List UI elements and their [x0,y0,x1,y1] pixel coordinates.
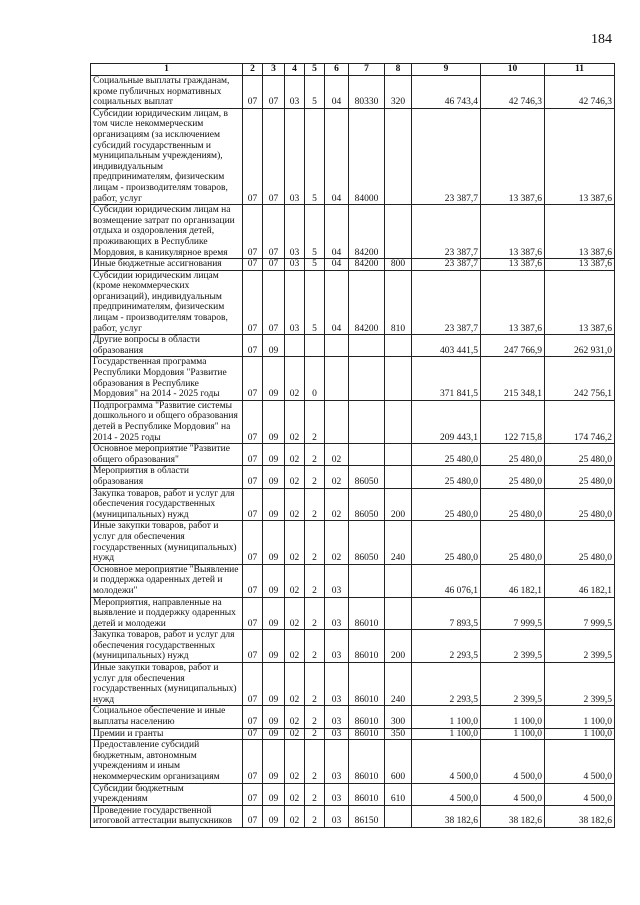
amount-col-11: 25 480,0 [545,488,615,521]
program-code: 02 [285,663,305,706]
column-header-9: 9 [412,64,481,76]
subprogram-code: 5 [305,270,325,335]
program-code: 03 [285,259,305,271]
amount-col-11: 25 480,0 [545,466,615,488]
amount-col-11: 242 756,1 [545,357,615,400]
section-code: 07 [243,740,263,783]
row-name: Проведение государственной итоговой аттестации выпускников [91,805,243,827]
activity-code [325,335,349,357]
section-code: 07 [243,400,263,443]
program-code: 02 [285,564,305,597]
amount-col-10: 13 387,6 [481,108,545,204]
table-row [91,740,615,783]
subprogram-code: 2 [305,630,325,663]
expense-type-code: 320 [385,76,412,109]
amount-col-10: 46 182,1 [481,564,545,597]
table-row [91,706,615,728]
amount-col-10: 25 480,0 [481,466,545,488]
amount-col-9: 209 443,1 [412,400,481,443]
amount-col-11: 174 746,2 [545,400,615,443]
activity-code: 02 [325,466,349,488]
program-code: 03 [285,108,305,204]
section-code: 07 [243,805,263,827]
activity-code: 03 [325,740,349,783]
expense-type-code [385,444,412,466]
activity-code: 03 [325,706,349,728]
section-code: 07 [243,728,263,740]
column-header-6: 6 [325,64,349,76]
amount-col-9: 2 293,5 [412,630,481,663]
column-header-7: 7 [349,64,385,76]
expense-type-code [385,466,412,488]
subprogram-code: 5 [305,108,325,204]
amount-col-11: 13 387,6 [545,108,615,204]
subprogram-code: 2 [305,805,325,827]
table-row [91,521,615,564]
row-name: Основное мероприятие "Развитие общего образования" [91,444,243,466]
subprogram-code: 2 [305,740,325,783]
row-name: Предоставление субсидий бюджетным, автономным учреждениям и иным некоммерческим организациям [91,740,243,783]
subsection-code: 09 [263,444,285,466]
row-name: Мероприятия, направленные на выявление и поддержку одаренных детей и молодежи [91,597,243,630]
subprogram-code: 2 [305,444,325,466]
program-code: 02 [285,357,305,400]
table-row [91,728,615,740]
expense-type-code: 600 [385,740,412,783]
amount-col-9: 4 500,0 [412,783,481,805]
section-code: 07 [243,597,263,630]
table-row [91,270,615,335]
amount-col-11: 13 387,6 [545,270,615,335]
activity-code: 04 [325,205,349,259]
program-code: 02 [285,521,305,564]
activity-code: 03 [325,597,349,630]
subsection-code: 09 [263,783,285,805]
activity-code: 04 [325,270,349,335]
expense-type-code [385,597,412,630]
activity-code: 03 [325,805,349,827]
subsection-code: 07 [263,76,285,109]
table-header [91,64,615,76]
amount-col-9: 23 387,7 [412,259,481,271]
table-row [91,259,615,271]
program-code: 02 [285,783,305,805]
program-code: 02 [285,728,305,740]
amount-col-9: 46 076,1 [412,564,481,597]
program-code: 02 [285,400,305,443]
table-row [91,564,615,597]
table-row [91,205,615,259]
subprogram-code: 5 [305,76,325,109]
expense-type-code: 810 [385,270,412,335]
direction-code: 86050 [349,466,385,488]
expense-type-code: 240 [385,521,412,564]
column-header-11: 11 [545,64,615,76]
subsection-code: 09 [263,663,285,706]
direction-code: 86010 [349,630,385,663]
table-row [91,663,615,706]
direction-code: 84200 [349,205,385,259]
amount-col-10: 13 387,6 [481,270,545,335]
page-number: 184 [591,32,612,47]
direction-code: 86050 [349,521,385,564]
direction-code [349,335,385,357]
direction-code: 86010 [349,783,385,805]
section-code: 07 [243,564,263,597]
direction-code: 84200 [349,270,385,335]
table-body [91,76,615,828]
amount-col-9: 23 387,7 [412,108,481,204]
amount-col-9: 25 480,0 [412,521,481,564]
subsection-code: 07 [263,205,285,259]
row-name: Закупка товаров, работ и услуг для обеспечения государственных (муниципальных) нужд [91,488,243,521]
expense-type-code: 200 [385,488,412,521]
section-code: 07 [243,357,263,400]
activity-code: 03 [325,630,349,663]
table-row [91,597,615,630]
amount-col-9: 25 480,0 [412,466,481,488]
amount-col-10: 13 387,6 [481,259,545,271]
program-code: 02 [285,740,305,783]
header-row [91,64,615,76]
amount-col-9: 25 480,0 [412,488,481,521]
subprogram-code: 5 [305,205,325,259]
subsection-code: 09 [263,597,285,630]
amount-col-10: 25 480,0 [481,488,545,521]
expense-type-code: 350 [385,728,412,740]
row-name: Закупка товаров, работ и услуг для обеспечения государственных (муниципальных) нужд [91,630,243,663]
expense-type-code: 610 [385,783,412,805]
amount-col-11: 13 387,6 [545,259,615,271]
table-row [91,108,615,204]
amount-col-10: 25 480,0 [481,521,545,564]
section-code: 07 [243,444,263,466]
section-code: 07 [243,488,263,521]
column-header-4: 4 [285,64,305,76]
amount-col-10: 38 182,6 [481,805,545,827]
amount-col-10: 1 100,0 [481,728,545,740]
program-code: 02 [285,706,305,728]
column-header-3: 3 [263,64,285,76]
subsection-code: 09 [263,400,285,443]
amount-col-10: 25 480,0 [481,444,545,466]
subsection-code: 09 [263,740,285,783]
amount-col-9: 1 100,0 [412,706,481,728]
subprogram-code: 2 [305,663,325,706]
column-header-10: 10 [481,64,545,76]
row-name: Социальные выплаты гражданам, кроме публичных нормативных социальных выплат [91,76,243,109]
subprogram-code: 2 [305,400,325,443]
amount-col-11: 262 931,0 [545,335,615,357]
subprogram-code: 2 [305,728,325,740]
amount-col-10: 215 348,1 [481,357,545,400]
table-row [91,357,615,400]
expense-type-code: 300 [385,706,412,728]
amount-col-10: 1 100,0 [481,706,545,728]
row-name: Основное мероприятие "Выявление и поддержка одаренных детей и молодежи" [91,564,243,597]
subprogram-code: 0 [305,357,325,400]
amount-col-9: 1 100,0 [412,728,481,740]
subsection-code: 09 [263,521,285,564]
table-row [91,466,615,488]
activity-code: 04 [325,76,349,109]
subprogram-code: 2 [305,466,325,488]
row-name: Иные закупки товаров, работ и услуг для обеспечения государственных (муниципальных) нужд [91,521,243,564]
table-row [91,400,615,443]
subsection-code: 09 [263,488,285,521]
program-code [285,335,305,357]
subsection-code: 09 [263,335,285,357]
activity-code [325,400,349,443]
amount-col-11: 4 500,0 [545,740,615,783]
amount-col-9: 25 480,0 [412,444,481,466]
subsection-code: 09 [263,728,285,740]
amount-col-11: 25 480,0 [545,444,615,466]
direction-code: 86010 [349,597,385,630]
row-name: Субсидии юридическим лицам на возмещение затрат по организации отдыха и оздоровления детей, проживающих в Республике Мордовия, в каникулярное время [91,205,243,259]
table-row [91,335,615,357]
section-code: 07 [243,630,263,663]
direction-code: 86010 [349,706,385,728]
amount-col-11: 25 480,0 [545,521,615,564]
subprogram-code: 2 [305,783,325,805]
direction-code [349,357,385,400]
activity-code: 03 [325,663,349,706]
row-name: Иные бюджетные ассигнования [91,259,243,271]
amount-col-9: 2 293,5 [412,663,481,706]
amount-col-10: 4 500,0 [481,783,545,805]
expense-type-code [385,108,412,204]
amount-col-9: 23 387,7 [412,205,481,259]
section-code: 07 [243,521,263,564]
expense-type-code: 240 [385,663,412,706]
expense-type-code: 200 [385,630,412,663]
program-code: 02 [285,444,305,466]
expense-type-code [385,564,412,597]
subprogram-code: 2 [305,706,325,728]
amount-col-10: 2 399,5 [481,663,545,706]
expense-type-code [385,805,412,827]
subprogram-code: 2 [305,488,325,521]
subsection-code: 09 [263,466,285,488]
direction-code: 84200 [349,259,385,271]
program-code: 03 [285,76,305,109]
amount-col-9: 38 182,6 [412,805,481,827]
amount-col-11: 2 399,5 [545,630,615,663]
section-code: 07 [243,259,263,271]
row-name: Субсидии бюджетным учреждениям [91,783,243,805]
column-header-5: 5 [305,64,325,76]
section-code: 07 [243,466,263,488]
subprogram-code: 2 [305,597,325,630]
amount-col-10: 4 500,0 [481,740,545,783]
table-row [91,630,615,663]
subprogram-code: 2 [305,521,325,564]
table-row [91,444,615,466]
expense-type-code [385,357,412,400]
direction-code [349,564,385,597]
subprogram-code: 2 [305,564,325,597]
program-code: 02 [285,488,305,521]
row-name: Субсидии юридическим лицам, в том числе некоммерческим организациям (за исключением субсидий государственным и муниципальным учреждениям), индивидуальным предпринимателям, физическим лицам - производителям товаров, работ, услуг [91,108,243,204]
section-code: 07 [243,270,263,335]
section-code: 07 [243,108,263,204]
amount-col-10: 122 715,8 [481,400,545,443]
column-header-2: 2 [243,64,263,76]
section-code: 07 [243,335,263,357]
subprogram-code: 5 [305,259,325,271]
activity-code [325,357,349,400]
amount-col-10: 42 746,3 [481,76,545,109]
row-name: Субсидии юридическим лицам (кроме некоммерческих организаций), индивидуальным предпринимателям, физическим лицам - производителям товаров, работ, услуг [91,270,243,335]
expense-type-code [385,335,412,357]
table-row [91,76,615,109]
direction-code: 86010 [349,740,385,783]
activity-code: 03 [325,783,349,805]
amount-col-9: 46 743,4 [412,76,481,109]
subsection-code: 09 [263,805,285,827]
activity-code: 02 [325,444,349,466]
section-code: 07 [243,205,263,259]
direction-code: 86050 [349,488,385,521]
column-header-8: 8 [385,64,412,76]
section-code: 07 [243,706,263,728]
row-name: Другие вопросы в области образования [91,335,243,357]
activity-code: 02 [325,521,349,564]
row-name: Подпрограмма "Развитие системы дошкольного и общего образования детей в Республике Мордовия" на 2014 - 2025 годы [91,400,243,443]
subsection-code: 07 [263,259,285,271]
direction-code: 84000 [349,108,385,204]
amount-col-9: 403 441,5 [412,335,481,357]
amount-col-9: 23 387,7 [412,270,481,335]
program-code: 03 [285,205,305,259]
table-row [91,805,615,827]
table-row [91,488,615,521]
subprogram-code [305,335,325,357]
amount-col-11: 42 746,3 [545,76,615,109]
expense-type-code [385,400,412,443]
activity-code: 02 [325,488,349,521]
row-name: Социальное обеспечение и иные выплаты населению [91,706,243,728]
direction-code: 80330 [349,76,385,109]
expense-type-code [385,205,412,259]
subsection-code: 09 [263,357,285,400]
amount-col-11: 7 999,5 [545,597,615,630]
subsection-code: 09 [263,564,285,597]
section-code: 07 [243,663,263,706]
activity-code: 04 [325,108,349,204]
amount-col-9: 7 893,5 [412,597,481,630]
direction-code: 86010 [349,663,385,706]
amount-col-11: 13 387,6 [545,205,615,259]
amount-col-11: 1 100,0 [545,728,615,740]
table-row [91,783,615,805]
amount-col-11: 38 182,6 [545,805,615,827]
amount-col-11: 4 500,0 [545,783,615,805]
program-code: 02 [285,597,305,630]
direction-code: 86010 [349,728,385,740]
amount-col-9: 371 841,5 [412,357,481,400]
row-name: Премии и гранты [91,728,243,740]
subsection-code: 09 [263,630,285,663]
program-code: 02 [285,466,305,488]
row-name: Иные закупки товаров, работ и услуг для обеспечения государственных (муниципальных) нужд [91,663,243,706]
row-name: Мероприятия в области образования [91,466,243,488]
activity-code: 03 [325,564,349,597]
direction-code [349,400,385,443]
activity-code: 03 [325,728,349,740]
subsection-code: 09 [263,706,285,728]
amount-col-10: 7 999,5 [481,597,545,630]
section-code: 07 [243,76,263,109]
budget-table [90,63,615,828]
direction-code: 86150 [349,805,385,827]
expense-type-code: 800 [385,259,412,271]
program-code: 03 [285,270,305,335]
amount-col-10: 247 766,9 [481,335,545,357]
program-code: 02 [285,805,305,827]
activity-code: 04 [325,259,349,271]
section-code: 07 [243,783,263,805]
row-name: Государственная программа Республики Мордовия "Развитие образования в Республике Мордовия" на 2014 - 2025 годы [91,357,243,400]
amount-col-10: 13 387,6 [481,205,545,259]
subsection-code: 07 [263,108,285,204]
program-code: 02 [285,630,305,663]
amount-col-10: 2 399,5 [481,630,545,663]
subsection-code: 07 [263,270,285,335]
amount-col-11: 2 399,5 [545,663,615,706]
column-header-1: 1 [91,64,243,76]
direction-code [349,444,385,466]
amount-col-11: 46 182,1 [545,564,615,597]
amount-col-11: 1 100,0 [545,706,615,728]
amount-col-9: 4 500,0 [412,740,481,783]
